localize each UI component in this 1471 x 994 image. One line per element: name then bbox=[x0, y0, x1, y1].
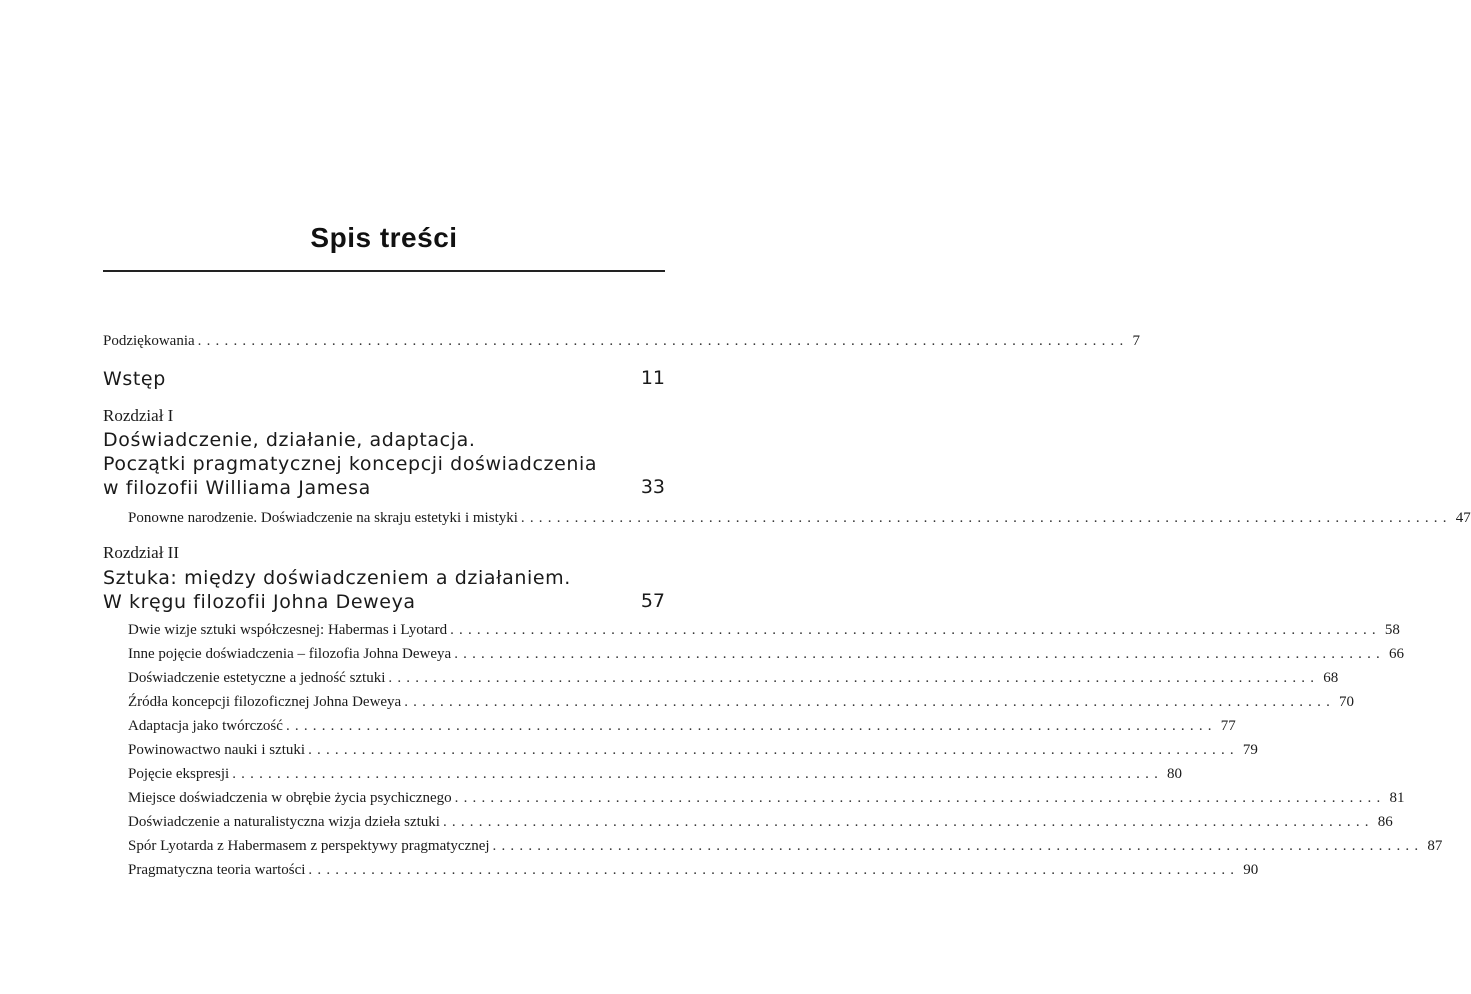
dot-leader: ........................................................................................................ bbox=[197, 333, 1129, 349]
toc-entry-label: Dwie wizje sztuki współczesnej: Habermas i Lyotard bbox=[128, 622, 448, 638]
toc-entry-section[interactable] bbox=[128, 718, 1236, 735]
chapter-1-title-line-3[interactable]: w filozofii Williama Jamesa bbox=[103, 477, 371, 499]
toc-entry-label: Inne pojęcie doświadczenia – filozofia Johna Deweya bbox=[128, 646, 452, 662]
chapter-2-page: 57 bbox=[640, 590, 665, 612]
toc-entry-label: Adaptacja jako twórczość bbox=[128, 718, 283, 734]
toc-entry-page: 70 bbox=[1339, 694, 1355, 710]
toc-entry-label: Podziękowania bbox=[103, 333, 195, 349]
toc-entry-section[interactable] bbox=[128, 790, 1405, 807]
toc-entry-section[interactable] bbox=[128, 742, 1258, 759]
toc-entry-page: 58 bbox=[1384, 622, 1400, 638]
dot-leader: ........................................................................................................ bbox=[404, 694, 1336, 710]
chapter-2-title-line-2[interactable]: W kręgu filozofii Johna Deweya bbox=[103, 591, 416, 613]
toc-entry-acknowledgements[interactable] bbox=[103, 333, 1140, 350]
dot-leader: ........................................................................................................ bbox=[454, 790, 1386, 806]
toc-entry-section[interactable] bbox=[128, 646, 1405, 663]
toc-entry-page: 77 bbox=[1220, 718, 1236, 734]
toc-entry-section[interactable] bbox=[128, 838, 1443, 855]
toc-entry-label: Pragmatyczna teoria wartości bbox=[128, 862, 306, 878]
dot-leader: ........................................................................................................ bbox=[308, 862, 1240, 878]
toc-entry-label: Doświadczenie estetyczne a jedność sztuki bbox=[128, 670, 386, 686]
toc-entry-section[interactable] bbox=[128, 694, 1355, 711]
dot-leader: ........................................................................................................ bbox=[285, 718, 1217, 734]
dot-leader: ........................................................................................................ bbox=[442, 814, 1374, 830]
toc-entry-label: Powinowactwo nauki i sztuki bbox=[128, 742, 306, 758]
toc-entry-section[interactable] bbox=[128, 862, 1259, 879]
dot-leader: ........................................................................................................ bbox=[232, 766, 1164, 782]
chapter-1-page: 33 bbox=[640, 476, 665, 498]
toc-entry-label: Miejsce doświadczenia w obrębie życia psychicznego bbox=[128, 790, 452, 806]
dot-leader: ........................................................................................................ bbox=[388, 670, 1320, 686]
toc-entry-page: 66 bbox=[1389, 646, 1405, 662]
toc-entry-label: Spór Lyotarda z Habermasem z perspektywy pragmatycznej bbox=[128, 838, 490, 854]
toc-entry-introduction-page: 11 bbox=[640, 367, 665, 389]
chapter-2-title-line-1[interactable]: Sztuka: między doświadczeniem a działaniem. bbox=[103, 567, 571, 589]
chapter-1-title-line-2[interactable]: Początki pragmatycznej koncepcji doświadczenia bbox=[103, 453, 598, 475]
dot-leader: ........................................................................................................ bbox=[454, 646, 1386, 662]
toc-entry-label: Doświadczenie a naturalistyczna wizja dzieła sztuki bbox=[128, 814, 440, 830]
chapter-1-title-line-1[interactable]: Doświadczenie, działanie, adaptacja. bbox=[103, 429, 476, 451]
toc-entry-section[interactable] bbox=[128, 814, 1393, 831]
toc-entry-page: 87 bbox=[1427, 838, 1443, 854]
toc-entry-label: Pojęcie ekspresji bbox=[128, 766, 230, 782]
toc-entry-page: 79 bbox=[1242, 742, 1258, 758]
toc-entry-section[interactable] bbox=[128, 670, 1339, 687]
page-title: Spis treści bbox=[310, 222, 458, 253]
toc-entry-label: Ponowne narodzenie. Doświadczenie na skraju estetyki i mistyki bbox=[128, 510, 518, 526]
toc-entry-section[interactable] bbox=[128, 766, 1183, 783]
toc-entry-page: 90 bbox=[1243, 862, 1259, 878]
title-rule bbox=[103, 270, 665, 272]
toc-entry-page: 80 bbox=[1167, 766, 1183, 782]
dot-leader: ........................................................................................................ bbox=[492, 838, 1424, 854]
toc-entry-section[interactable] bbox=[128, 510, 1471, 527]
chapter-1-label: Rozdział I bbox=[103, 406, 174, 425]
toc-entry-page: 68 bbox=[1323, 670, 1339, 686]
toc-entry-page: 7 bbox=[1132, 333, 1140, 349]
toc-entry-page: 86 bbox=[1377, 814, 1393, 830]
toc-entry-page: 47 bbox=[1455, 510, 1471, 526]
dot-leader: ........................................................................................................ bbox=[520, 510, 1452, 526]
dot-leader: ........................................................................................................ bbox=[450, 622, 1381, 638]
toc-entry-section[interactable] bbox=[128, 622, 1400, 639]
toc-entry-label: Źródła koncepcji filozoficznej Johna Deweya bbox=[128, 694, 402, 710]
toc-entry-page: 81 bbox=[1389, 790, 1405, 806]
dot-leader: ........................................................................................................ bbox=[308, 742, 1239, 758]
toc-entry-introduction[interactable]: Wstęp bbox=[103, 368, 166, 390]
chapter-2-label: Rozdział II bbox=[103, 543, 179, 562]
